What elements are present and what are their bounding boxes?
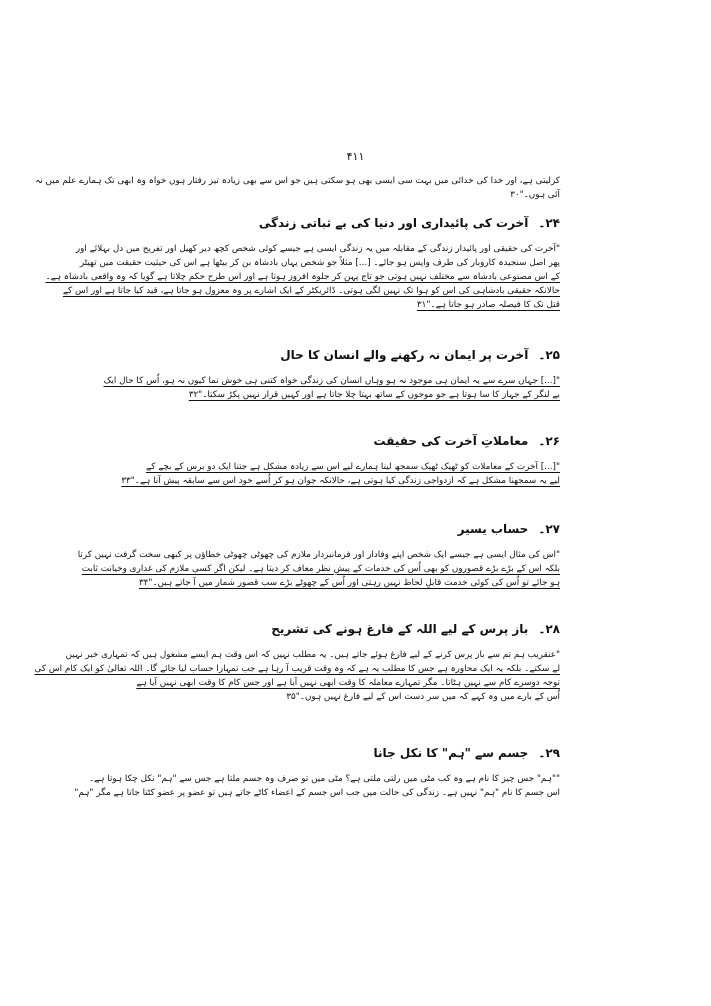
section-number: ۲۷۔ (538, 522, 560, 536)
section-number: ۲۴۔ (538, 216, 560, 230)
section-number: ۲۹۔ (538, 746, 560, 760)
text-line: ""ہم" جس چیز کا نام ہے وہ کب مٹی میں رلتی ملتی ہے؟ مٹی میں تو صرف وہ جسم ملتا ہے جس سے "ہم" نکل چکا ہوتا ہے۔ (88, 774, 560, 784)
text-line: "عنقریب ہم تم سے باز پرس کرنے کے لیے فارغ ہوئے جاتے ہیں۔ یہ مطلب نہیں کہ اس وقت ہم ایسے مشغول ہیں کہ تمہاری خبر نہیں (65, 650, 560, 660)
section-heading (174, 214, 560, 232)
text-line: اُس کے بارے میں وہ کہے کہ میں سر دست اس کے لیے فارغ نہیں ہوں۔"۳۵ (286, 692, 560, 702)
text-line: پھر اصل سنجیدہ کاروبار کی طرف واپس ہو جائے۔ [...] مثلاً جو شخص یہاں بادشاہ بن کر بیٹھا ہے اس کی حیثیت حقیقت میں تھیٹر (79, 258, 560, 268)
section-title: معاملاتِ آخرت کی حقیقت (373, 434, 529, 448)
text-line: لیے یہ سمجھنا مشکل ہے کہ ازدواجی زندگی کیا ہوتی ہے، حالانکہ جوان ہو کر اُسے خود اس سے سابقہ پیش آنا ہے۔"۳۳ (121, 476, 560, 486)
section-24 (45, 214, 560, 312)
text-line: بلکہ اس کے بڑے بڑے قصوروں کو بھی اُس کی خدمات کے پیشِ نظر معاف کر دیتا ہے۔ لیکن اگر کسی ملازم کی غداری وخیانت ثابت (81, 564, 560, 574)
section-heading (174, 520, 560, 538)
page-number: ۴۱۱ (346, 150, 365, 163)
section-25 (103, 346, 560, 402)
text-line: توجہ دوسرے کام سے نہیں ہٹاتا۔ مگر تمہارے معاملہ کا وقت ابھی نہیں آیا ہے اور جس کام کا وقت ابھی نہیں آیا ہے (136, 678, 560, 688)
section-title: جسم سے "ہم" کا نکل جانا (373, 746, 529, 760)
section-number: ۲۶۔ (538, 434, 560, 448)
section-title: باز پرس کے لیے اللہ کے فارغ ہونے کی تشریح (271, 622, 529, 636)
section-title: آخرت پر ایمان نہ رکھنے والے انسان کا حال (280, 348, 529, 362)
text-line: قتل تک کا فیصلہ صادر ہو جاتا ہے۔"۳۱ (416, 300, 560, 310)
section-number: ۲۵۔ (538, 348, 560, 362)
text-line: ہو جائے تو اُس کی کوئی خدمت قابلِ لحاظ نہیں رہتی اور اُس کے چھوٹے بڑے سب قصور شمار میں آ جاتے ہیں۔"۳۴ (138, 578, 560, 588)
text-line: "آخرت کی حقیقی اور پائیدار زندگی کے مقابلہ میں یہ زندگی ایسی ہے جیسے کوئی شخص کچھ دیر کھیل اور تفریح میں دل بہلائے اور (75, 244, 560, 254)
section-title: حساب یسیر (457, 522, 529, 536)
section-heading (174, 620, 560, 638)
section-26 (121, 432, 560, 488)
section-29 (74, 744, 560, 800)
text-line: کے اس مصنوعی بادشاہ سے مختلف نہیں ہوتی جو تاج پہن کر جلوہ افروز ہوتا ہے اور اس طرح حکم چلاتا ہے گویا کہ وہ واقعی بادشاہ ہے۔ (45, 272, 560, 282)
text-line: "[...] جہاں سرے سے یہ ایمان ہی موجود نہ ہو وہاں انسان کی زندگی خواہ کتنی ہی خوش نما کیوں نہ ہو، اُس کا حال ایک (103, 376, 560, 386)
section-heading (174, 346, 560, 364)
section-27 (77, 520, 560, 590)
intro-paragraph (35, 174, 560, 202)
text-line: آئی ہوں۔"۳۰ (510, 190, 560, 200)
text-line: "اس کی مثال ایسی ہے جیسے ایک شخص اپنے وفادار اور فرمانبردار ملازم کی چھوٹی چھوٹی خطاؤں پر کبھی سخت گرفت نہیں کرتا (77, 550, 560, 560)
text-line: بے لنگر کے جہاز کا سا ہوتا ہے جو موجوں کے ساتھ بہتا چلا جاتا ہے اور کہیں قرار نہیں پکڑ سکتا۔"۳۲ (188, 390, 560, 400)
text-line: حالانکہ حقیقی بادشاہی کی اس کو ہوا تک نہیں لگی ہوتی۔ ڈائریکٹر کے ایک اشارے پر وہ معزول ہو جاتا ہے، قید کیا جاتا ہے اور اس کے (62, 286, 560, 296)
section-heading (174, 744, 560, 762)
text-line: اس جسم کا نام "ہم" نہیں ہے۔ زندگی کی حالت میں جب اس جسم کے اعضاء کاٹے جاتے ہیں تو عضو پر عضو کٹتا جاتا ہے مگر "ہم" (74, 788, 560, 798)
section-number: ۲۸۔ (538, 622, 560, 636)
section-28 (34, 620, 560, 704)
text-line: "[...] آخرت کے معاملات کو ٹھیک ٹھیک سمجھ لینا ہمارے لیے اس سے زیادہ مشکل ہے جتنا ایک دو برس کے بچے کے (146, 462, 560, 472)
text-line: کرلیتی ہے، اور خدا کی خدائی میں بہت سی ایسی بھی ہو سکتی ہیں جو اس سے بھی زیادہ تیز رفتار ہوں خواہ وہ ابھی تک ہمارے علم میں نہ (35, 176, 560, 186)
text-line: لے سکتے۔ بلکہ یہ ایک محاورہ ہے جس کا مطلب یہ ہے کہ وہ وقت قریب آ رہا ہے جب تمہارا حساب لیا جائے گا۔ اللہ تعالیٰ کو ایک کام اس کی (34, 664, 560, 674)
section-title: آخرت کی پائیداری اور دنیا کی بے ثباتی زندگی (258, 216, 529, 230)
section-heading (174, 432, 560, 450)
